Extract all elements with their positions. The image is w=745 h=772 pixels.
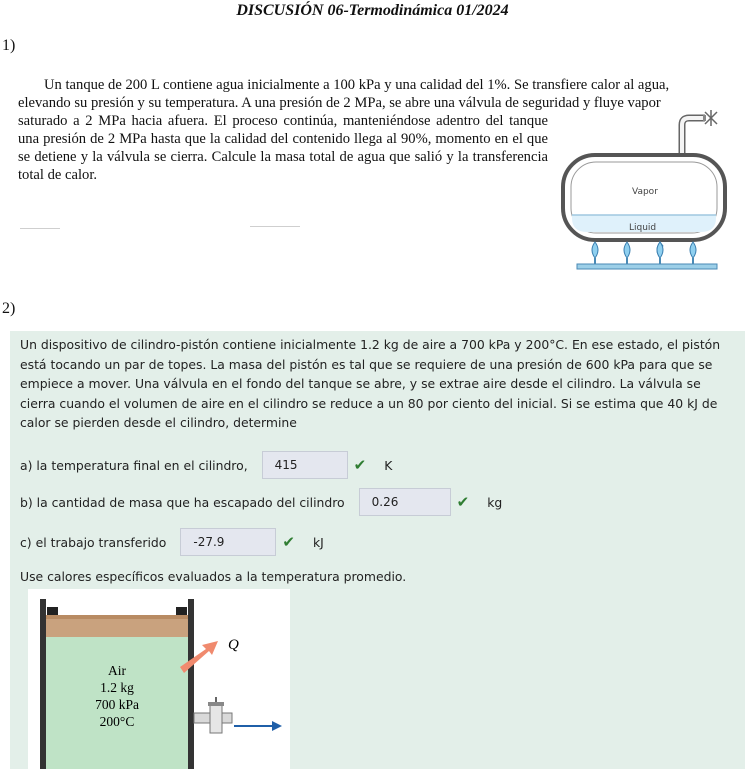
answer-a-field[interactable]: 415 [262, 451, 348, 479]
scan-artifact [250, 226, 300, 227]
problem-2-description: Un dispositivo de cilindro-pistón contiene inicialmente 1.2 kg de aire a 700 kPa y 200°C. En ese estado, el pistón está tocando un par de topes. La masa del pistón es tal que se requiere de una presión de 600 kPa para que se empiece a mover. Una válvula en el fondo del tanque se abre, y se extrae aire desde el cilindro. La válvula se cierra cuando el volumen de aire en el cilindro se reduce a un 80 por ciento del inicial. Si se estima que 40 kJ de calor se pierden desde el cilindro, determine [20, 337, 721, 430]
liquid-label: Liquid [629, 223, 657, 233]
question-b [20, 487, 502, 517]
answer-b-unit: kg [487, 494, 503, 510]
heat-q-label: Q [228, 637, 239, 653]
scan-artifact [20, 228, 60, 229]
gas-label-line-2: 1.2 kg [100, 680, 134, 695]
answer-b-field[interactable]: 0.26 [359, 488, 451, 516]
problem-1-line-1: Un tanque de 200 L contiene agua inicialmente a 100 kPa y una calidad del 1%. Se transfiere calor al agua, [44, 77, 670, 93]
answer-c-unit: kJ [312, 534, 324, 550]
problem-1-number: 1) [2, 37, 16, 54]
problem-2-panel [10, 331, 745, 769]
question-c-label: c) el trabajo transferido [20, 534, 167, 550]
vapor-label: Vapor [632, 187, 658, 197]
gas-label-line-3: 700 kPa [95, 697, 139, 712]
question-c [20, 527, 324, 557]
question-a-label: a) la temperatura final en el cilindro, [20, 457, 248, 473]
answer-c-field[interactable]: -27.9 [180, 528, 276, 556]
answer-a-unit: K [384, 457, 393, 473]
question-b-label: b) la cantidad de masa que ha escapado del cilindro [20, 494, 345, 510]
gas-label-line-4: 200°C [99, 714, 135, 729]
problem-1-line-2: elevando su presión y su temperatura. A una presión de 2 MPa, se abre una válvula de seguridad y fluye vapor [18, 95, 661, 111]
outflow-arrow-icon [272, 721, 282, 731]
problem-1-rest: saturado a 2 MPa hacia afuera. El proceso continúa, manteniéndose adentro del tanque una presión de 2 MPa hasta que la calidad del contenido llega al 90%, momento en el que se detiene y la válvula se cierra. Calcule la masa total de agua que salió y la transferencia total de calor. [18, 113, 548, 183]
gas-label-line-1: Air [108, 663, 126, 678]
tank-figure [555, 110, 740, 275]
check-icon: ✔ [353, 456, 367, 474]
question-a [20, 450, 392, 480]
page-title: DISCUSIÓN 06-Termodinámica 01/2024 [236, 2, 509, 19]
check-icon: ✔ [456, 493, 470, 511]
check-icon: ✔ [282, 533, 295, 551]
piston-cylinder-figure [28, 589, 290, 769]
specific-heat-note: Use calores específicos evaluados a la temperatura promedio. [20, 569, 407, 584]
problem-2-number: 2) [2, 300, 16, 317]
